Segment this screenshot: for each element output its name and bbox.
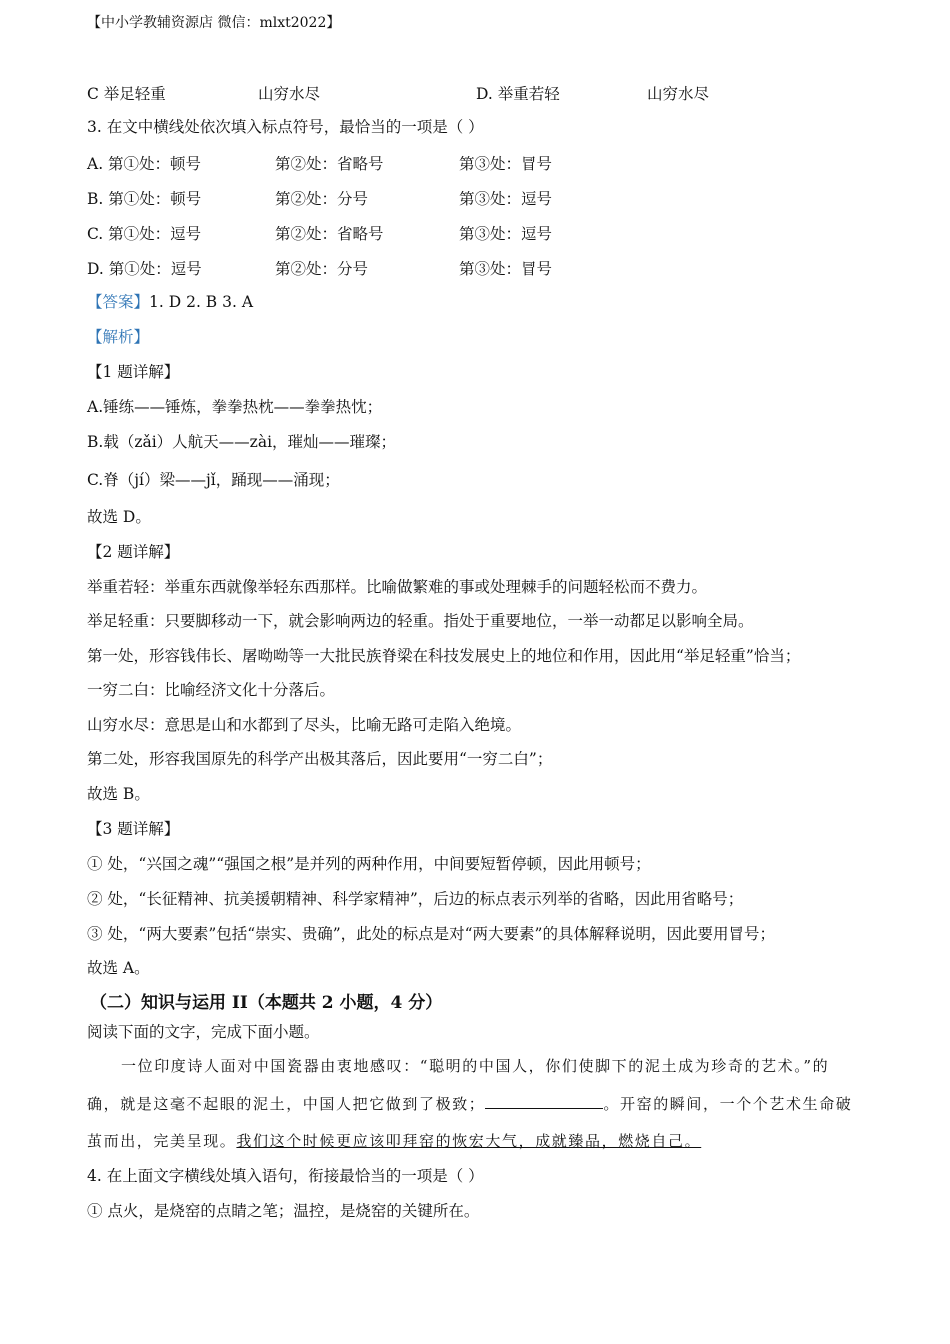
q3-option-b-1: B. 第①处：顿号 [87, 190, 202, 208]
explain2-line: 一穷二白：比喻经济文化十分落后。 [87, 681, 336, 699]
explain2-line: 故选 B。 [87, 785, 150, 803]
q3-option-a-1: A. 第①处：顿号 [87, 155, 202, 173]
fill-in-blank [485, 1094, 603, 1109]
explain2-line: 第一处，形容钱伟长、屠呦呦等一大批民族脊梁在科技发展史上的地位和作用，因此用“举足轻重”恰当； [87, 647, 801, 665]
passage-text: 茧而出，完美呈现。 [87, 1132, 237, 1150]
q3-stem: 3. 在文中横线处依次填入标点符号，最恰当的一项是（ ） [87, 118, 484, 136]
q3-option-b-2: 第②处：分号 [275, 190, 369, 208]
q3-option-c-2: 第②处：省略号 [275, 225, 384, 243]
passage-line [87, 1094, 852, 1114]
q2-option-c-second: 山穷水尽 [258, 85, 321, 103]
answer-text: 1. D 2. B 3. A [149, 293, 254, 311]
explain2-line: 举重若轻：举重东西就像举轻东西那样。比喻做繁难的事或处理棘手的问题轻松而不费力。 [87, 578, 708, 596]
q3-option-b-3: 第③处：逗号 [459, 190, 553, 208]
explain3-line: ② 处，“长征精神、抗美援朝精神、科学家精神”，后边的标点表示列举的省略，因此用省略号； [87, 890, 744, 908]
q3-option-d-3: 第③处：冒号 [459, 260, 553, 278]
explain1-line: C.脊（jí）梁——jǐ，踊现——涌现； [87, 471, 340, 489]
passage-line: 一位印度诗人面对中国瓷器由衷地感叹：“聪明的中国人，你们使脚下的泥土成为珍奇的艺术。”的 [121, 1057, 830, 1075]
explain3-line: ③ 处，“两大要素”包括“崇实、贵确”，此处的标点是对“两大要素”的具体解释说明，因此要用冒号； [87, 925, 775, 943]
answer-label: 【答案】 [87, 293, 150, 311]
passage-text: 。开窑的瞬间，一个个艺术生命破 [603, 1095, 853, 1113]
analysis-label: 【解析】 [87, 328, 150, 346]
q3-option-a-3: 第③处：冒号 [459, 155, 553, 173]
q3-option-a-2: 第②处：省略号 [275, 155, 384, 173]
q2-option-d: D. 举重若轻 [476, 85, 560, 103]
explain1-title: 【1 题详解】 [87, 363, 180, 381]
q2-option-d-second: 山穷水尽 [647, 85, 710, 103]
header-watermark: 【中小学教辅资源店 微信：mlxt2022】 [87, 15, 341, 31]
explain2-line: 第二处，形容我国原先的科学产出极其落后，因此要用“一穷二白”； [87, 750, 553, 768]
explain1-line: A.锤练——锤炼，拳拳热枕——拳拳热忱； [87, 398, 383, 416]
explain3-title: 【3 题详解】 [87, 820, 180, 838]
explain2-line: 山穷水尽：意思是山和水都到了尽头，比喻无路可走陷入绝境。 [87, 716, 522, 734]
explain2-title: 【2 题详解】 [87, 543, 180, 561]
answer-line [87, 292, 253, 312]
passage-underlined-sentence: 我们这个时候更应该叩拜窑的恢宏大气，成就臻品，燃烧自己。 [236, 1132, 702, 1150]
passage-text: 确，就是这毫不起眼的泥土，中国人把它做到了极致； [87, 1095, 486, 1113]
q4-item: ① 点火，是烧窑的点睛之笔；温控，是烧窑的关键所在。 [87, 1202, 480, 1220]
q3-option-c-3: 第③处：逗号 [459, 225, 553, 243]
q3-option-c-1: C. 第①处：逗号 [87, 225, 202, 243]
q3-option-d-1: D. 第①处：逗号 [87, 260, 202, 278]
passage-line [87, 1131, 701, 1151]
explain2-line: 举足轻重：只要脚移动一下，就会影响两边的轻重。指处于重要地位，一举一动都足以影响全局。 [87, 612, 754, 630]
explain3-line: 故选 A。 [87, 959, 150, 977]
section-heading: （二）知识与运用 II（本题共 2 小题，4 分） [90, 993, 443, 1013]
explain1-line: B.载（zǎi）人航天——zài，璀灿——璀璨； [87, 433, 397, 451]
q2-option-c: C 举足轻重 [87, 85, 166, 103]
explain3-line: ① 处，“兴国之魂”“强国之根”是并列的两种作用，中间要短暂停顿，因此用顿号； [87, 855, 651, 873]
q4-stem: 4. 在上面文字横线处填入语句，衔接最恰当的一项是（ ） [87, 1167, 484, 1185]
explain1-line: 故选 D。 [87, 508, 151, 526]
q3-option-d-2: 第②处：分号 [275, 260, 369, 278]
section-intro: 阅读下面的文字，完成下面小题。 [87, 1023, 320, 1041]
